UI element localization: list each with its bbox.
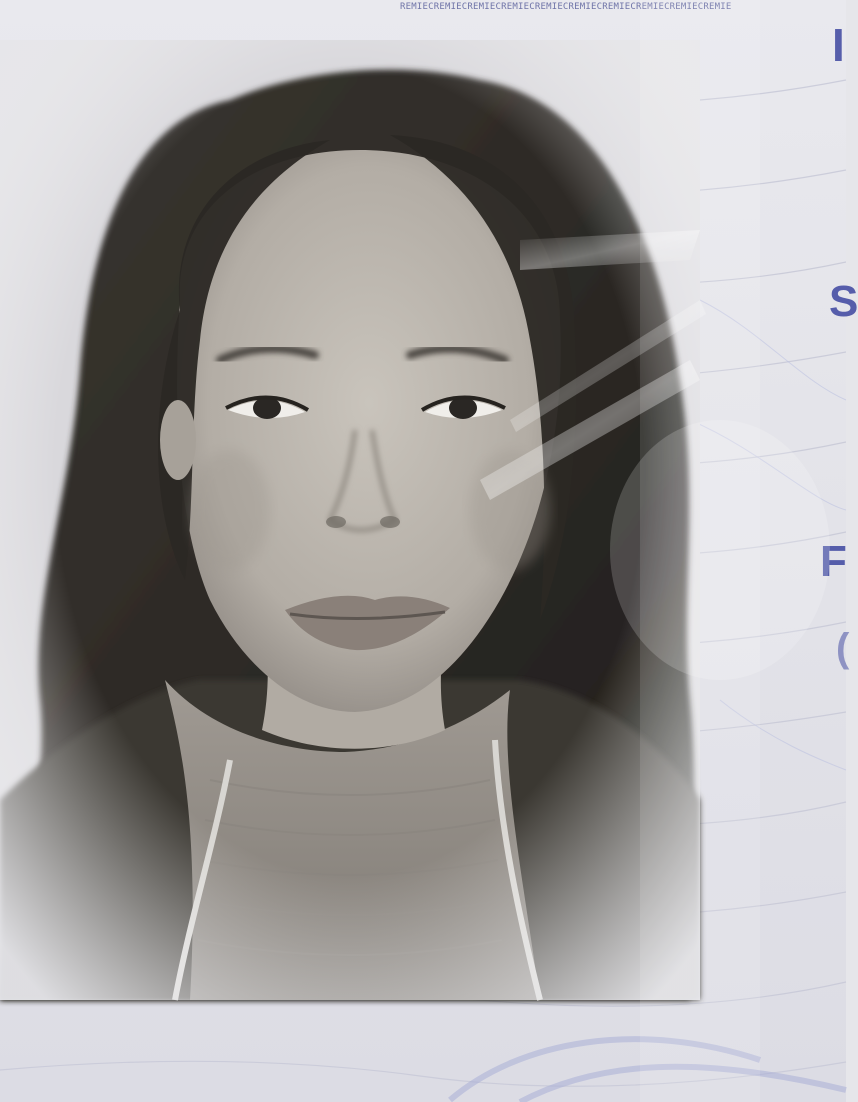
microprint-line: REMIECREMIECREMIECREMIECREMIECREMIECREMIECREMIECREMIECREMIE bbox=[400, 2, 732, 12]
right-edge-glyph-4: ( bbox=[836, 626, 850, 670]
right-edge-glyph-1: I bbox=[832, 19, 845, 71]
portrait-photo bbox=[0, 40, 700, 1000]
right-edge-glyph-3: F bbox=[820, 537, 847, 586]
right-edge-glyph-2: S bbox=[829, 277, 858, 326]
